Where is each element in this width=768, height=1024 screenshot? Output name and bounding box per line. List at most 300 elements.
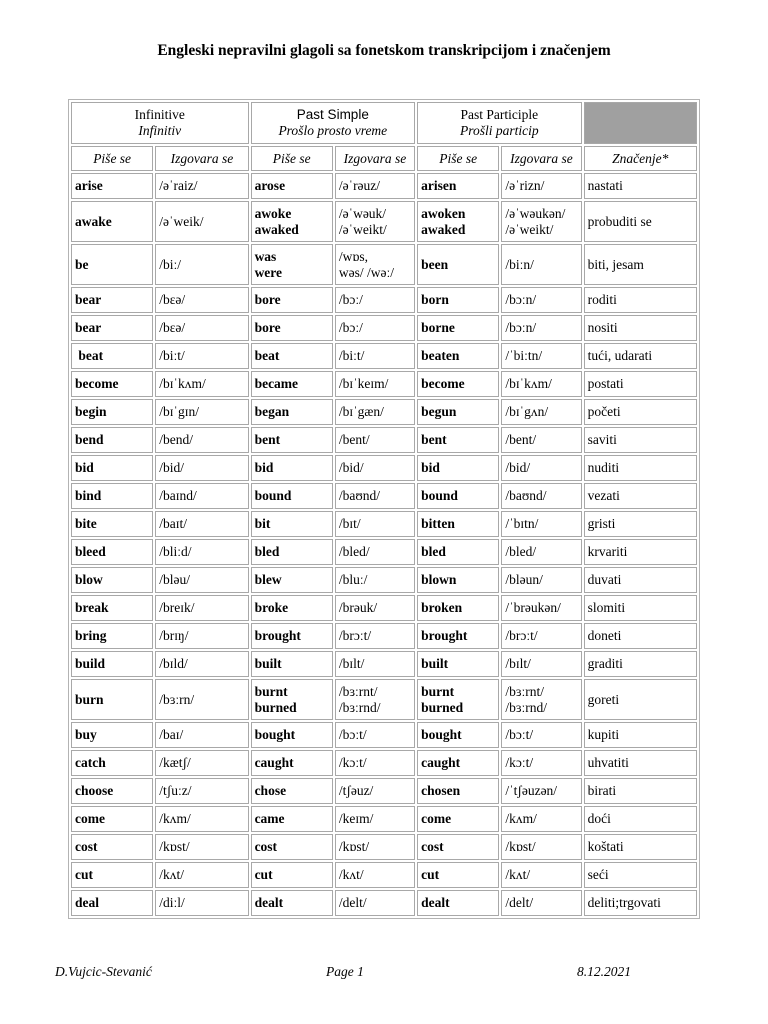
header-infinitive-title: Infinitive — [134, 107, 185, 122]
infinitive-pronunciation-cell — [155, 567, 248, 593]
infinitive-spelling: choose — [75, 783, 114, 798]
infinitive-spelling-cell — [71, 455, 153, 481]
past-participle-spelling: burnt — [421, 683, 455, 699]
past-participle-spelling: awoken — [421, 205, 466, 221]
past-participle-spelling-cell — [417, 287, 499, 313]
past-simple-spelling: began — [254, 404, 290, 419]
past-participle-spelling-cell — [417, 399, 499, 425]
past-simple-pronunciation: /bɔː/ — [338, 320, 363, 335]
past-simple-spelling: bit — [254, 516, 271, 531]
past-simple-pronunciation-cell — [335, 890, 415, 916]
meaning-cell: postati — [584, 371, 697, 397]
meaning-cell: nositi — [584, 315, 697, 341]
infinitive-spelling: bite — [75, 516, 97, 531]
past-simple-spelling: arose — [254, 178, 286, 193]
infinitive-spelling-cell — [71, 595, 153, 621]
infinitive-pronunciation: /baɪnd/ — [159, 488, 197, 503]
table-row — [71, 834, 697, 860]
table-row — [71, 244, 697, 285]
past-simple-pronunciation-cell — [335, 483, 415, 509]
past-participle-spelling: bitten — [421, 516, 455, 531]
past-participle-pronunciation: /bɜːrnt/ — [505, 683, 545, 699]
infinitive-spelling-cell — [71, 778, 153, 804]
infinitive-pronunciation-cell — [155, 173, 248, 199]
infinitive-spelling: bear — [75, 320, 102, 335]
infinitive-pronunciation: /əˈweik/ — [159, 213, 204, 229]
meaning-cell: početi — [584, 399, 697, 425]
past-participle-pronunciation-cell — [501, 455, 581, 481]
past-simple-spelling-cell — [251, 679, 333, 720]
past-participle-pronunciation: /bɔːn/ — [505, 292, 537, 307]
infinitive-spelling: build — [75, 656, 106, 671]
past-simple-pronunciation-cell — [335, 315, 415, 341]
past-participle-spelling-cell — [417, 201, 499, 242]
past-simple-pronunciation-cell — [335, 806, 415, 832]
infinitive-spelling-cell — [71, 427, 153, 453]
past-participle-pronunciation-cell — [501, 722, 581, 748]
past-simple-spelling: caught — [254, 755, 294, 770]
infinitive-spelling: bear — [75, 292, 102, 307]
past-participle-spelling: dealt — [421, 895, 450, 910]
infinitive-spelling: bring — [75, 628, 107, 643]
past-simple-pronunciation: /bɔː/ — [338, 292, 363, 307]
meaning-cell: deliti;trgovati — [584, 890, 697, 916]
past-simple-spelling-cell — [251, 623, 333, 649]
infinitive-pronunciation: /bɪld/ — [159, 656, 188, 671]
past-simple-spelling-cell — [251, 778, 333, 804]
past-simple-spelling: burnt — [254, 683, 288, 699]
past-simple-pronunciation: /tʃəuz/ — [338, 783, 374, 798]
past-simple-spelling: bid — [254, 460, 274, 475]
past-simple-spelling-cell — [251, 539, 333, 565]
past-participle-spelling: begun — [421, 404, 457, 419]
infinitive-pronunciation: /kɒst/ — [159, 839, 190, 854]
infinitive-pronunciation: /bɛə/ — [159, 292, 186, 307]
infinitive-pronunciation: /baɪ/ — [159, 727, 184, 742]
past-simple-pronunciation: /keɪm/ — [338, 811, 374, 826]
past-simple-pronunciation: /əˈrəuz/ — [338, 178, 381, 193]
past-participle-spelling-cell — [417, 455, 499, 481]
infinitive-pronunciation: /diːl/ — [159, 895, 185, 910]
past-simple-spelling: cut — [254, 867, 273, 882]
past-participle-spelling-cell — [417, 750, 499, 776]
meaning-cell: roditi — [584, 287, 697, 313]
header-past-participle-subtitle: Prošli particip — [460, 123, 539, 138]
table-row — [71, 511, 697, 537]
past-participle-spelling-cell — [417, 834, 499, 860]
past-simple-pronunciation-cell — [335, 371, 415, 397]
past-simple-pronunciation-cell — [335, 778, 415, 804]
infinitive-pronunciation: /kætʃ/ — [159, 755, 191, 770]
meaning-cell: duvati — [584, 567, 697, 593]
meaning-cell: probuditi se — [584, 201, 697, 242]
infinitive-spelling: begin — [75, 404, 107, 419]
header-infinitive-subtitle: Infinitiv — [138, 123, 182, 138]
infinitive-spelling: come — [75, 811, 105, 826]
table-row — [71, 455, 697, 481]
past-simple-pronunciation-cell — [335, 567, 415, 593]
infinitive-spelling-cell — [71, 890, 153, 916]
past-participle-pronunciation: /kɒst/ — [505, 839, 536, 854]
past-participle-spelling-cell — [417, 371, 499, 397]
table-row — [71, 722, 697, 748]
past-simple-pronunciation: /wɒs, — [338, 248, 369, 264]
infinitive-spelling-cell — [71, 539, 153, 565]
past-simple-pronunciation: /bluː/ — [338, 572, 368, 587]
past-simple-pronunciation: /bid/ — [338, 460, 364, 475]
past-simple-pronunciation-cell — [335, 287, 415, 313]
past-participle-pronunciation-cell — [501, 173, 581, 199]
past-participle-spelling-cell — [417, 778, 499, 804]
past-participle-pronunciation: /kʌt/ — [505, 867, 531, 882]
past-participle-spelling: built — [421, 656, 449, 671]
past-simple-spelling-cell — [251, 455, 333, 481]
table-row — [71, 623, 697, 649]
past-participle-pronunciation-cell — [501, 778, 581, 804]
subheader-cell: Piše se — [71, 146, 153, 171]
infinitive-pronunciation-cell — [155, 455, 248, 481]
infinitive-spelling-cell — [71, 750, 153, 776]
past-simple-spelling-cell — [251, 862, 333, 888]
past-participle-pronunciation-cell — [501, 371, 581, 397]
past-participle-pronunciation-cell — [501, 890, 581, 916]
past-participle-pronunciation: /kɔːt/ — [505, 755, 534, 770]
past-simple-spelling: bore — [254, 320, 281, 335]
past-simple-spelling-cell — [251, 343, 333, 369]
past-participle-pronunciation: /bləun/ — [505, 572, 543, 587]
past-simple-spelling-cell — [251, 511, 333, 537]
past-participle-spelling: arisen — [421, 178, 457, 193]
footer-date: 8.12.2021 — [577, 964, 631, 979]
infinitive-pronunciation-cell — [155, 834, 248, 860]
header-past-simple — [251, 102, 416, 144]
past-participle-pronunciation: /ˈtʃəuzən/ — [505, 783, 558, 798]
infinitive-pronunciation-cell — [155, 315, 248, 341]
past-simple-spelling-cell — [251, 595, 333, 621]
past-simple-pronunciation-cell — [335, 623, 415, 649]
table-row — [71, 343, 697, 369]
subheader-cell: Izgovara se — [501, 146, 581, 171]
infinitive-pronunciation: /bɪˈgɪn/ — [159, 404, 200, 419]
past-participle-pronunciation: /bɔːt/ — [505, 727, 534, 742]
past-participle-pronunciation: /brɔːt/ — [505, 628, 538, 643]
header-row — [71, 102, 697, 144]
past-participle-spelling-cell — [417, 539, 499, 565]
table-row — [71, 595, 697, 621]
table-row — [71, 778, 697, 804]
past-simple-spelling-cell — [251, 427, 333, 453]
infinitive-pronunciation: /bɪˈkʌm/ — [159, 376, 206, 391]
meaning-cell: goreti — [584, 679, 697, 720]
past-simple-pronunciation: /kɔːt/ — [338, 755, 367, 770]
infinitive-pronunciation-cell — [155, 651, 248, 677]
past-participle-pronunciation: /bled/ — [505, 544, 537, 559]
past-participle-pronunciation: /kʌm/ — [505, 811, 537, 826]
past-simple-spelling: chose — [254, 783, 287, 798]
meaning-cell: gristi — [584, 511, 697, 537]
table-row — [71, 750, 697, 776]
past-simple-spelling: burned — [254, 699, 297, 715]
subheader-cell: Značenje* — [584, 146, 697, 171]
header-past-participle-title: Past Participle — [460, 107, 539, 122]
infinitive-pronunciation-cell — [155, 722, 248, 748]
past-participle-pronunciation: /bɪˈgʌn/ — [505, 404, 549, 419]
past-participle-pronunciation-cell — [501, 343, 581, 369]
past-participle-pronunciation-cell — [501, 623, 581, 649]
past-participle-spelling: bound — [421, 488, 458, 503]
infinitive-pronunciation-cell — [155, 201, 248, 242]
infinitive-spelling-cell — [71, 343, 153, 369]
subheader-cell: Piše se — [251, 146, 333, 171]
infinitive-spelling: arise — [75, 178, 103, 193]
infinitive-spelling-cell — [71, 862, 153, 888]
past-participle-spelling-cell — [417, 651, 499, 677]
past-participle-spelling: born — [421, 292, 449, 307]
past-participle-spelling-cell — [417, 483, 499, 509]
page-title: Engleski nepravilni glagoli sa fonetskom transkripcijom i značenjem — [157, 42, 611, 59]
past-participle-pronunciation: /əˈrizn/ — [505, 178, 545, 193]
table-row — [71, 201, 697, 242]
past-simple-spelling: came — [254, 811, 285, 826]
meaning-cell: doneti — [584, 623, 697, 649]
past-participle-pronunciation-cell — [501, 483, 581, 509]
table-row — [71, 651, 697, 677]
infinitive-spelling: bind — [75, 488, 102, 503]
infinitive-pronunciation-cell — [155, 287, 248, 313]
infinitive-pronunciation-cell — [155, 595, 248, 621]
table-row — [71, 287, 697, 313]
infinitive-spelling-cell — [71, 679, 153, 720]
past-simple-spelling-cell — [251, 315, 333, 341]
past-participle-spelling-cell — [417, 244, 499, 285]
past-participle-pronunciation-cell — [501, 399, 581, 425]
meaning-cell: seći — [584, 862, 697, 888]
subheader-cell: Izgovara se — [335, 146, 415, 171]
past-simple-pronunciation-cell — [335, 511, 415, 537]
past-simple-spelling-cell — [251, 651, 333, 677]
infinitive-pronunciation: /kʌm/ — [159, 811, 191, 826]
past-simple-pronunciation: /bɪt/ — [338, 516, 361, 531]
past-participle-spelling: burned — [421, 699, 464, 715]
past-simple-spelling: became — [254, 376, 299, 391]
infinitive-spelling: buy — [75, 727, 97, 742]
infinitive-spelling: become — [75, 376, 119, 391]
infinitive-spelling: burn — [75, 691, 104, 707]
table-row — [71, 427, 697, 453]
past-simple-pronunciation: /bɜːrnd/ — [338, 699, 381, 715]
past-simple-pronunciation: /kʌt/ — [338, 867, 364, 882]
past-participle-spelling: become — [421, 376, 465, 391]
irregular-verbs-table — [68, 99, 700, 919]
subheader-cell: Izgovara se — [155, 146, 248, 171]
past-participle-pronunciation: /ˈbɪtn/ — [505, 516, 539, 531]
past-simple-pronunciation: /bɔːt/ — [338, 727, 367, 742]
infinitive-pronunciation: /baɪt/ — [159, 516, 188, 531]
header-infinitive — [71, 102, 249, 144]
past-simple-pronunciation: /bled/ — [338, 544, 370, 559]
past-participle-pronunciation: /baʊnd/ — [505, 488, 547, 503]
past-simple-pronunciation-cell — [335, 750, 415, 776]
infinitive-pronunciation-cell — [155, 427, 248, 453]
infinitive-pronunciation-cell — [155, 539, 248, 565]
past-participle-pronunciation-cell — [501, 511, 581, 537]
past-simple-spelling-cell — [251, 287, 333, 313]
infinitive-spelling-cell — [71, 287, 153, 313]
infinitive-spelling: deal — [75, 895, 100, 910]
footer-author: D.Vujcic-Stevanić — [55, 964, 152, 979]
past-participle-pronunciation: /əˈweikt/ — [505, 221, 554, 237]
table-row — [71, 371, 697, 397]
past-participle-pronunciation: /delt/ — [505, 895, 534, 910]
past-participle-pronunciation: /ˈbrəukən/ — [505, 600, 561, 615]
past-participle-pronunciation-cell — [501, 595, 581, 621]
infinitive-spelling: cost — [75, 839, 98, 854]
past-simple-pronunciation-cell — [335, 651, 415, 677]
infinitive-pronunciation: /bliːd/ — [159, 544, 192, 559]
infinitive-spelling: break — [75, 600, 109, 615]
table-row — [71, 679, 697, 720]
past-participle-pronunciation-cell — [501, 651, 581, 677]
footer-page-number: Page 1 — [326, 964, 364, 979]
header-past-participle — [417, 102, 582, 144]
infinitive-pronunciation-cell — [155, 862, 248, 888]
past-participle-spelling: beaten — [421, 348, 460, 363]
meaning-cell: vezati — [584, 483, 697, 509]
past-simple-pronunciation-cell — [335, 173, 415, 199]
past-participle-pronunciation: /ˈbiːtn/ — [505, 348, 543, 363]
past-participle-spelling-cell — [417, 173, 499, 199]
header-past-simple-subtitle: Prošlo prosto vreme — [278, 123, 388, 138]
past-participle-spelling: borne — [421, 320, 455, 335]
meaning-cell: saviti — [584, 427, 697, 453]
table-row — [71, 539, 697, 565]
table-row — [71, 890, 697, 916]
past-simple-pronunciation: /bɪlt/ — [338, 656, 365, 671]
past-participle-pronunciation-cell — [501, 427, 581, 453]
infinitive-pronunciation-cell — [155, 371, 248, 397]
past-simple-spelling-cell — [251, 890, 333, 916]
past-participle-spelling: blown — [421, 572, 457, 587]
past-simple-spelling: bore — [254, 292, 281, 307]
meaning-cell: krvariti — [584, 539, 697, 565]
past-participle-spelling: brought — [421, 628, 468, 643]
past-participle-spelling: caught — [421, 755, 461, 770]
infinitive-spelling: cut — [75, 867, 93, 882]
past-participle-pronunciation-cell — [501, 244, 581, 285]
table-row — [71, 862, 697, 888]
infinitive-spelling-cell — [71, 834, 153, 860]
past-participle-spelling-cell — [417, 567, 499, 593]
past-participle-spelling-cell — [417, 511, 499, 537]
meaning-cell: slomiti — [584, 595, 697, 621]
meaning-cell: nastati — [584, 173, 697, 199]
infinitive-spelling-cell — [71, 511, 153, 537]
past-simple-pronunciation: /bɪˈkeɪm/ — [338, 376, 389, 391]
past-simple-pronunciation-cell — [335, 244, 415, 285]
past-participle-pronunciation: /biːn/ — [505, 256, 534, 272]
infinitive-pronunciation-cell — [155, 343, 248, 369]
past-participle-spelling: cost — [421, 839, 444, 854]
past-simple-pronunciation: /biːt/ — [338, 348, 365, 363]
past-simple-pronunciation-cell — [335, 679, 415, 720]
past-simple-pronunciation: /bɜːrnt/ — [338, 683, 378, 699]
past-simple-spelling: was — [254, 248, 277, 264]
infinitive-spelling: be — [75, 256, 89, 272]
past-simple-pronunciation-cell — [335, 722, 415, 748]
infinitive-pronunciation: /brɪŋ/ — [159, 628, 189, 643]
past-simple-spelling: were — [254, 264, 283, 280]
past-simple-spelling-cell — [251, 750, 333, 776]
past-simple-pronunciation: /əˈwəuk/ — [338, 205, 387, 221]
infinitive-spelling-cell — [71, 244, 153, 285]
past-participle-spelling: bent — [421, 432, 447, 447]
infinitive-spelling-cell — [71, 201, 153, 242]
infinitive-spelling-cell — [71, 567, 153, 593]
past-participle-pronunciation-cell — [501, 539, 581, 565]
past-simple-spelling: bought — [254, 727, 296, 742]
past-simple-pronunciation-cell — [335, 399, 415, 425]
meaning-cell: biti, jesam — [584, 244, 697, 285]
past-participle-spelling: cut — [421, 867, 440, 882]
past-participle-spelling: awaked — [421, 221, 466, 237]
past-simple-spelling: broke — [254, 600, 289, 615]
table-row — [71, 315, 697, 341]
table-row — [71, 806, 697, 832]
subheader-cell: Piše se — [417, 146, 499, 171]
past-simple-spelling-cell — [251, 483, 333, 509]
past-participle-pronunciation-cell — [501, 750, 581, 776]
past-participle-spelling-cell — [417, 343, 499, 369]
past-simple-spelling: awoke — [254, 205, 292, 221]
infinitive-pronunciation-cell — [155, 399, 248, 425]
infinitive-pronunciation-cell — [155, 679, 248, 720]
infinitive-pronunciation-cell — [155, 890, 248, 916]
past-simple-pronunciation: /baʊnd/ — [338, 488, 380, 503]
past-simple-spelling: built — [254, 656, 282, 671]
past-simple-pronunciation: /bɪˈgæn/ — [338, 404, 384, 419]
past-simple-spelling: blew — [254, 572, 282, 587]
past-simple-pronunciation: /brəuk/ — [338, 600, 378, 615]
past-simple-spelling: awaked — [254, 221, 299, 237]
infinitive-spelling: awake — [75, 213, 112, 229]
meaning-cell: kupiti — [584, 722, 697, 748]
past-simple-spelling-cell — [251, 567, 333, 593]
infinitive-pronunciation: /əˈraiz/ — [159, 178, 198, 193]
meaning-cell: nuditi — [584, 455, 697, 481]
infinitive-pronunciation: /breɪk/ — [159, 600, 195, 615]
infinitive-spelling-cell — [71, 483, 153, 509]
past-participle-spelling-cell — [417, 722, 499, 748]
past-simple-spelling: brought — [254, 628, 301, 643]
infinitive-pronunciation-cell — [155, 806, 248, 832]
infinitive-pronunciation-cell — [155, 750, 248, 776]
infinitive-pronunciation: /bid/ — [159, 460, 185, 475]
past-simple-spelling: cost — [254, 839, 278, 854]
past-simple-spelling-cell — [251, 399, 333, 425]
past-simple-spelling: bled — [254, 544, 280, 559]
infinitive-spelling-cell — [71, 173, 153, 199]
infinitive-spelling: bid — [75, 460, 94, 475]
past-participle-pronunciation: /bɔːn/ — [505, 320, 537, 335]
past-participle-spelling-cell — [417, 806, 499, 832]
infinitive-pronunciation: /kʌt/ — [159, 867, 185, 882]
past-participle-pronunciation: /bid/ — [505, 460, 531, 475]
header-past-simple-title: Past Simple — [296, 107, 369, 122]
infinitive-pronunciation: /biːt/ — [159, 348, 185, 363]
header-blank-cell — [584, 102, 697, 144]
infinitive-pronunciation-cell — [155, 483, 248, 509]
past-participle-pronunciation-cell — [501, 567, 581, 593]
